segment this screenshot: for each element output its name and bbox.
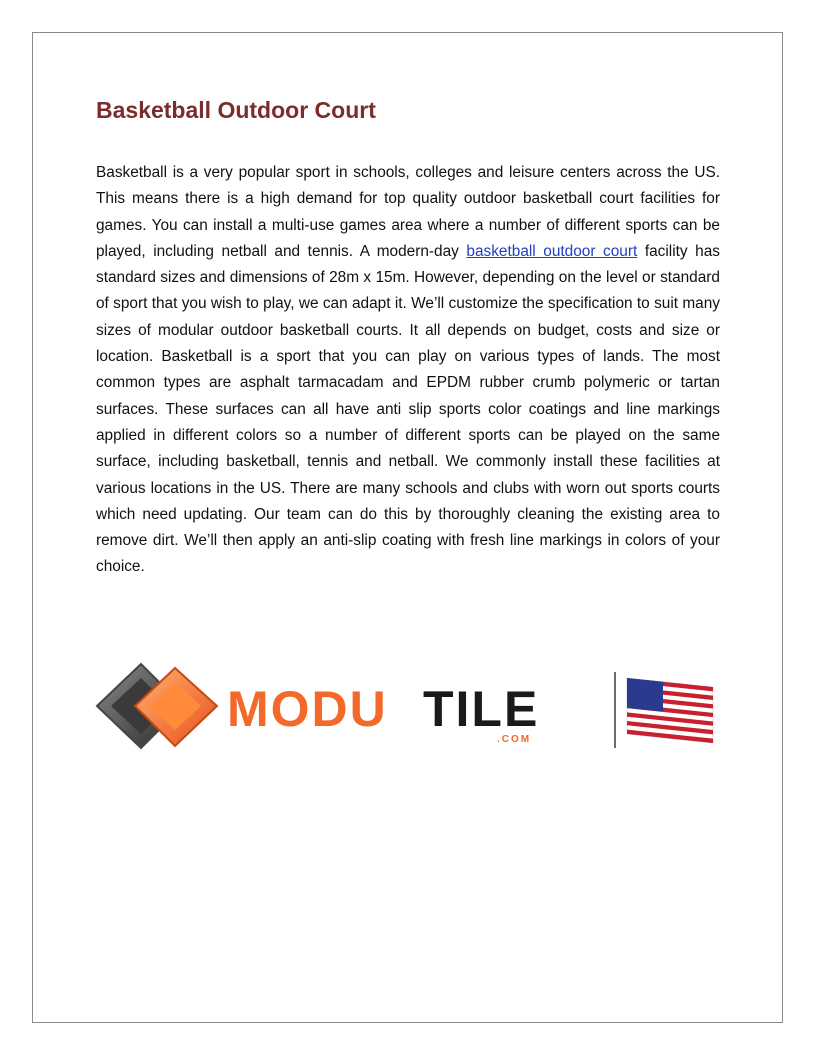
logo-wordmark-modu: MODU — [227, 681, 388, 737]
body-paragraph — [96, 160, 720, 581]
logo-domain-suffix: .COM — [497, 734, 532, 745]
page-title: Basketball Outdoor Court — [96, 97, 376, 123]
tile-icon — [97, 664, 217, 748]
logo-wordmark-tile: TILE — [423, 681, 540, 737]
paragraph-text-end: facility has standard sizes and dimensions of 28m x 15m. However, depending on the level or standard of sport that you wish to play, we can adapt it. We’ll customize the specification to suit many sizes of modular outdoor basketball courts. It all depends on budget, costs and size or location. Basketball is a sport that you can play on various types of lands. The most common types are asphalt tarmacadam and EPDM rubber crumb polymeric or tartan surfaces. These surfaces can all have anti slip sports color coatings and line markings applied in different colors so a number of different sports can be played on the same surface, including basketball, tennis and netball. We commonly install these facilities at various locations in the US. There are many schools and clubs with worn out sports courts which need updating. Our team can do this by thoroughly cleaning the existing area to remove dirt. We’ll then apply an anti-slip coating with fresh line markings in colors of your choice. — [96, 242, 720, 576]
modutile-logo — [95, 660, 720, 760]
us-flag-icon — [627, 678, 713, 743]
basketball-court-link[interactable]: basketball outdoor court — [466, 242, 638, 260]
paragraph-text-start: Basketball is a very popular sport in schools, colleges and leisure centers across the US. This means there is a high demand for top quality outdoor basketball court facilities for games. You can install a multi-use games area where a number of different sports can be played, including netball and tennis. A modern-day — [96, 164, 720, 260]
